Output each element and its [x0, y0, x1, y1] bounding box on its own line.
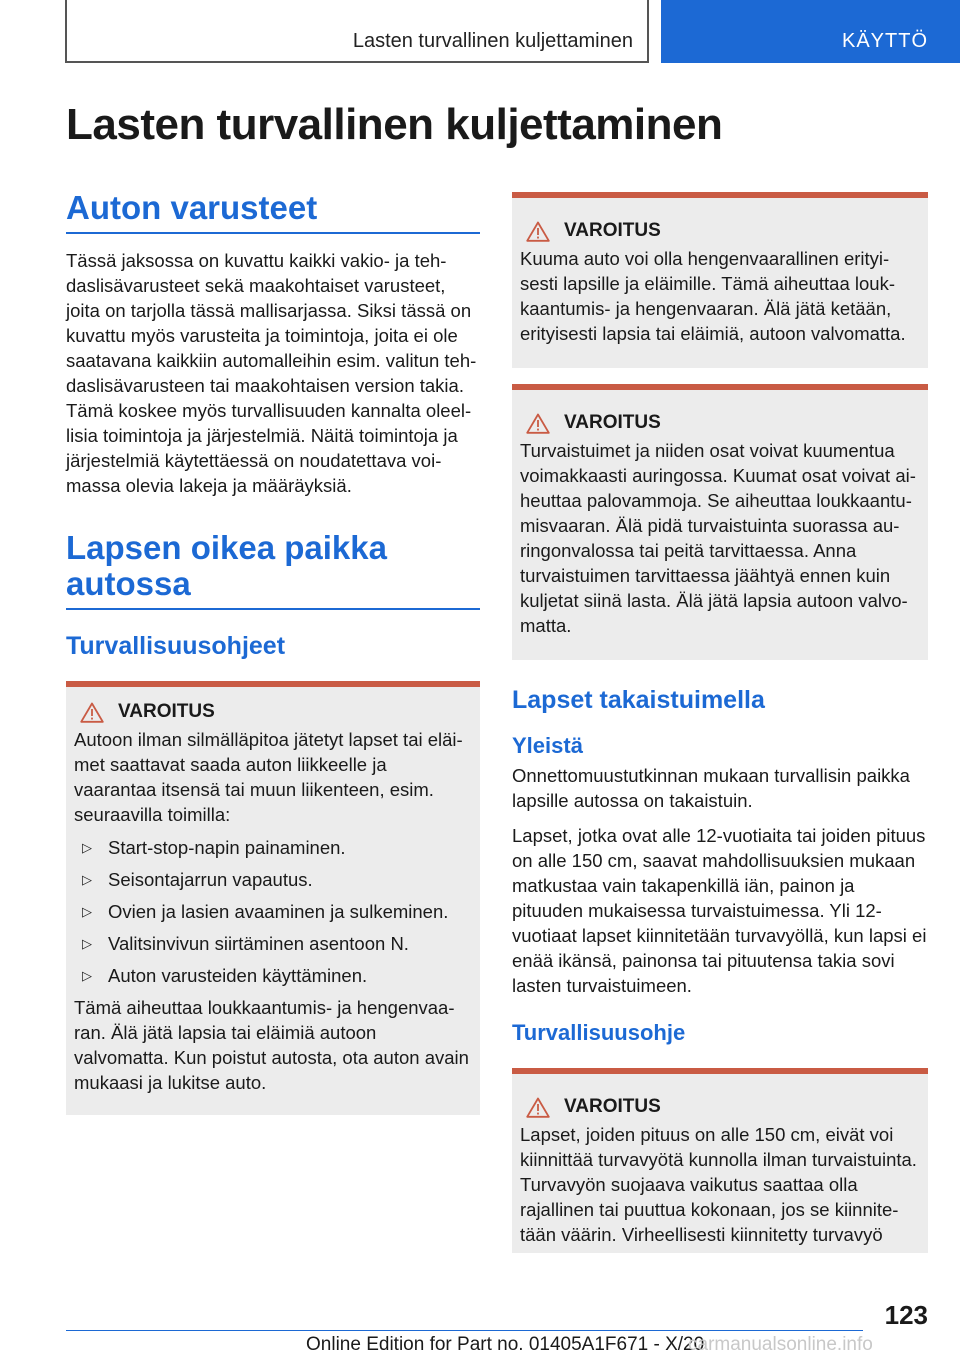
right-column [512, 192, 928, 1253]
subsection-title-takaistuin: Lapset takaistuimella [512, 686, 765, 714]
triangle-bullet-icon: ▷ [82, 904, 92, 919]
header-chapter-tab [65, 0, 649, 63]
footer-divider [66, 1330, 863, 1331]
list-item: ▷ Valitsinvivun siirtäminen asentoon N. [82, 933, 409, 954]
header-chapter-title: Lasten turvallinen kuljettaminen [352, 30, 633, 52]
triangle-bullet-icon: ▷ [82, 840, 92, 855]
warning-box-unattended [66, 681, 480, 1115]
section-title-lapsen-paikka: Lapsen oikea paikka autossa [66, 530, 480, 610]
triangle-bullet-icon: ▷ [82, 936, 92, 951]
section-text-auton-varusteet: Tässä jaksossa on kuvattu kaikki vakio- ja tehdaslisävarusteet sekä maakohtaiset varusteet, joita on tarjolla tässä mallisarjassa. Siksi tässä on kuvattu myös varusteita ja toimintoja, joita ei ole saatavana kaikkiin automalleihin esim. valitun tehdaslisävarusteen tai maakohtaisen version takia. Tämä koskee myös turvallisuuden kannalta oleellisia toimintoja ja järjestelmiä. Näitä toimintoja ja järjestelmiä käytettäessä on noudatettava voimassa olevia lakeja ja määräyksiä. [66, 250, 477, 496]
warning-text: Turvaistuimet ja niiden osat voivat kuumentua voimakkaasti auringossa. Kuumat osat voivat aiheuttaa palovammoja. Se aiheuttaa loukkaantumisvaaran. Älä pidä turvaistuinta suorassa auringonvalossa tai peitä tarvittaessa. Anna turvaistuimen tarvittaessa jäähtyä ennen kuin kuljetat siinä lasta. Älä jätä lapsia autoon valvomatta. [520, 440, 916, 636]
paragraph-safest-seat: Onnettomuustutkinnan mukaan turvallisin paikka lapsille autossa on takaistuin. [512, 765, 910, 811]
warning-triangle-icon [526, 413, 550, 434]
section-title-auton-varusteet: Auton varusteet [66, 190, 480, 234]
warning-triangle-icon [526, 1097, 550, 1118]
warning-heading [80, 701, 472, 723]
warning-heading [526, 412, 920, 434]
footer-edition: Online Edition for Part no. 01405A1F671 - X/20 [306, 1334, 705, 1355]
warning-label: VAROITUS [564, 1096, 661, 1117]
subsubsection-title-yleista: Yleistä [512, 733, 583, 758]
list-item: ▷ Auton varusteiden käyttäminen. [82, 965, 368, 986]
subsection-title-turvallisuusohjeet: Turvallisuusohjeet [66, 632, 286, 660]
footer-watermark: carmanualsonline.info [688, 1334, 873, 1355]
page-number: 123 [884, 1300, 928, 1330]
list-item: ▷ Seisontajarrun vapautus. [82, 869, 313, 890]
warning-label: VAROITUS [564, 412, 661, 433]
warning-label: VAROITUS [564, 220, 661, 241]
warning-intro: Autoon ilman silmälläpitoa jätetyt lapset tai eläimet saattavat saada auton liikkeelle ja vaarantaa itsensä tai muun liikenteen, esim. seuraavilla toimilla: [74, 729, 463, 825]
warning-action-list [74, 835, 472, 988]
subsubsection-title-turvallisuusohje: Turvallisuusohje [512, 1020, 686, 1045]
warning-box-hot-seat [512, 384, 928, 660]
triangle-bullet-icon: ▷ [82, 872, 92, 887]
warning-triangle-icon [80, 702, 104, 723]
header-section-tab [661, 0, 960, 63]
header-section-label: KÄYTTÖ [841, 30, 928, 52]
list-item: ▷ Start-stop-napin painaminen. [82, 837, 346, 858]
page-title: Lasten turvallinen kuljettaminen [66, 100, 723, 149]
warning-text: Kuuma auto voi olla hengenvaarallinen erityisesti lapsille ja eläimille. Tämä aiheuttaa loukkaantumis- ja hengenvaaran. Älä jätä ketään, erityisesti lapsia tai eläimiä, autoon valvomatta. [520, 248, 906, 344]
triangle-bullet-icon: ▷ [82, 968, 92, 983]
list-item: ▷ Ovien ja lasien avaaminen ja sulkeminen. [82, 901, 449, 922]
paragraph-age-height: Lapset, jotka ovat alle 12-vuotiaita tai joiden pituus on alle 150 cm, saavat mahdollisuuksien mukaan matkustaa vain takapenkillä iän, painon ja pituuden mukaisessa turvaistuimessa. Yli 12-vuotiaat lapset kiinnitetään turvavyöllä, kun lapsi ei enää ikänsä, painonsa tai pituutensa takia sovi lasten turvaistuimeen. [512, 825, 927, 996]
warning-box-seatbelt [512, 1068, 928, 1253]
warning-box-hot-car [512, 192, 928, 368]
warning-heading [526, 1096, 920, 1118]
warning-triangle-icon [526, 221, 550, 242]
warning-label: VAROITUS [118, 701, 215, 722]
warning-heading [526, 220, 920, 242]
warning-outro: Tämä aiheuttaa loukkaantumis- ja hengenvaaran. Älä jätä lapsia tai eläimiä autoon valvomatta. Kun poistut autosta, ota auton avain mukaasi ja lukitse auto. [74, 997, 469, 1093]
warning-text: Lapset, joiden pituus on alle 150 cm, eivät voi kiinnittää turvavyötä kunnolla ilman turvaistuinta. Turvavyön suojaava vaikutus saattaa olla rajallinen tai puuttua kokonaan, jos se kiinnitetään väärin. Virheellisesti kiinnitetty turvavyö [520, 1124, 917, 1245]
left-column [66, 190, 480, 1115]
